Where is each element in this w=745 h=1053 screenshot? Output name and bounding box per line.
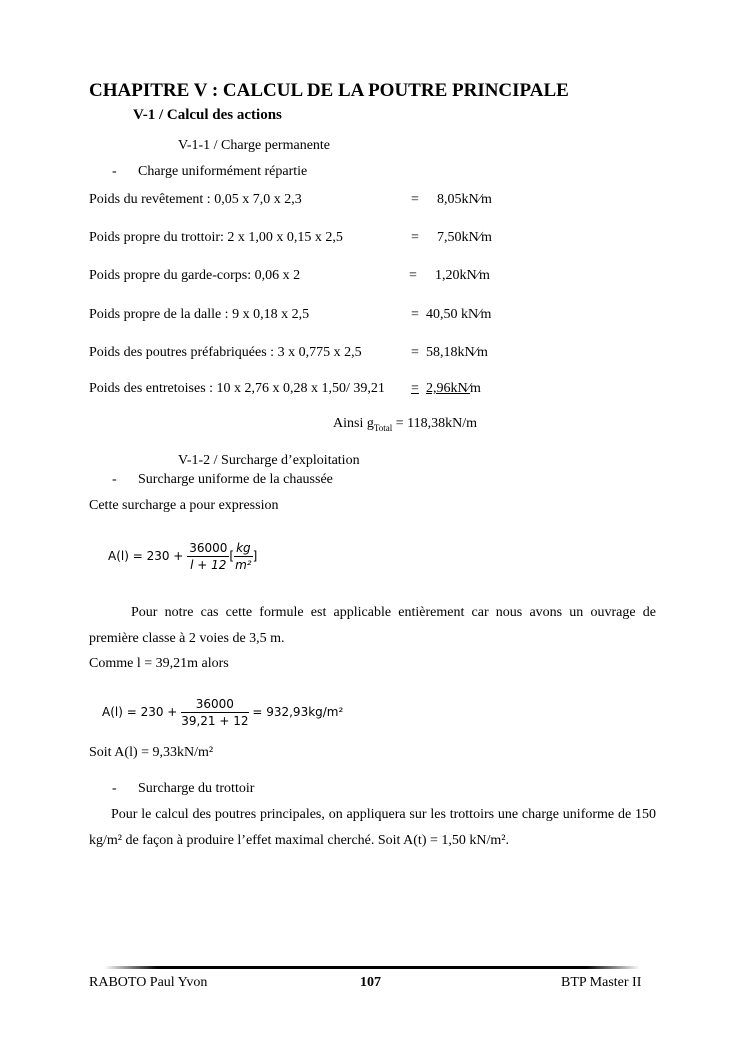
expression-intro: Cette surcharge a pour expression xyxy=(89,498,279,513)
bullet-text: Surcharge uniforme de la chaussée xyxy=(138,472,333,487)
load-label: Poids du revêtement : 0,05 x 7,0 x 2,3 xyxy=(89,192,302,207)
bullet-dash: - xyxy=(112,781,117,796)
paragraph: Pour le calcul des poutres principales, on appliquera sur les trottoirs une charge uniforme de 150 kg/m² de façon à produire l’effet maximal cherché. Soit A(t) = 1,50 kN/m². xyxy=(89,807,656,848)
bullet-item xyxy=(112,781,254,797)
load-label: Poids des poutres préfabriquées : 3 x 0,775 x 2,5 xyxy=(89,345,362,360)
load-unit-tail: m xyxy=(469,381,481,396)
total-prefix: Ainsi g xyxy=(333,416,374,431)
total-value: = 118,38kN/m xyxy=(395,416,477,431)
formula-numerator: 36000 xyxy=(189,541,228,555)
load-equals: = xyxy=(411,381,419,396)
formula-close-bracket: ] xyxy=(252,549,258,563)
footer-author: RABOTO Paul Yvon xyxy=(89,975,208,990)
load-equals: = xyxy=(411,192,419,207)
formula-lhs: A(l) = 230 + xyxy=(102,705,178,719)
footer-rule xyxy=(104,966,640,969)
subsection-title-1: V-1-1 / Charge permanente xyxy=(178,138,331,153)
bullet-dash: - xyxy=(112,472,117,487)
load-equals: = xyxy=(409,268,417,283)
load-value: 2,96kN∕ xyxy=(426,381,470,396)
bullet-item xyxy=(112,472,333,488)
formula-rhs: = 932,93kg/m² xyxy=(252,705,344,719)
formula-denominator: l + 12 xyxy=(190,558,227,572)
subsection-title-2: V-1-2 / Surcharge d’exploitation xyxy=(178,453,360,468)
page-number: 107 xyxy=(360,975,381,990)
result-line: Soit A(l) = 9,33kN/m² xyxy=(89,745,214,760)
total-load xyxy=(333,416,477,433)
formula-general xyxy=(108,541,257,572)
load-value-wrap xyxy=(426,381,481,397)
comme-line: Comme l = 39,21m alors xyxy=(89,656,229,671)
formula-denominator: 39,21 + 12 xyxy=(181,714,249,728)
formula-unit-den: m² xyxy=(235,558,252,572)
section-title: V-1 / Calcul des actions xyxy=(133,107,282,123)
load-value: 58,18kN∕m xyxy=(426,345,488,360)
formula-fraction xyxy=(187,541,229,572)
load-label: Poids propre de la dalle : 9 x 0,18 x 2,5 xyxy=(89,307,310,322)
bullet-text: Surcharge du trottoir xyxy=(138,781,255,796)
bullet-dash: - xyxy=(112,164,117,179)
load-value: 7,50kN∕m xyxy=(437,230,492,245)
formula-open-bracket: [ xyxy=(229,549,235,563)
load-equals: = xyxy=(411,307,419,322)
chapter-title: CHAPITRE V : CALCUL DE LA POUTRE PRINCIPALE xyxy=(89,80,569,101)
footer-course: BTP Master II xyxy=(561,975,642,990)
formula-fraction xyxy=(181,697,248,728)
load-label: Poids propre du garde-corps: 0,06 x 2 xyxy=(89,268,301,283)
formula-unit-num: kg xyxy=(236,541,251,555)
formula-numerator: 36000 xyxy=(181,697,248,713)
load-label: Poids propre du trottoir: 2 x 1,00 x 0,15 x 2,5 xyxy=(89,230,343,245)
load-value: 8,05kN∕m xyxy=(437,192,492,207)
load-label: Poids des entretoises : 10 x 2,76 x 0,28 x 1,50/ 39,21 xyxy=(89,381,385,396)
formula-lhs: A(l) = 230 + xyxy=(108,549,184,563)
paragraph: Pour notre cas cette formule est applicable entièrement car nous avons un ouvrage de première classe à 2 voies de 3,5 m. xyxy=(89,605,656,646)
bullet-text: Charge uniformément répartie xyxy=(138,164,308,179)
load-value: 1,20kN∕m xyxy=(435,268,490,283)
load-value: 40,50 kN∕m xyxy=(426,307,492,322)
load-equals: = xyxy=(411,345,419,360)
bullet-item xyxy=(112,164,307,180)
formula-numeric xyxy=(102,697,343,728)
total-subscript: Total xyxy=(373,422,393,433)
load-equals: = xyxy=(411,230,419,245)
formula-unit xyxy=(234,541,253,572)
